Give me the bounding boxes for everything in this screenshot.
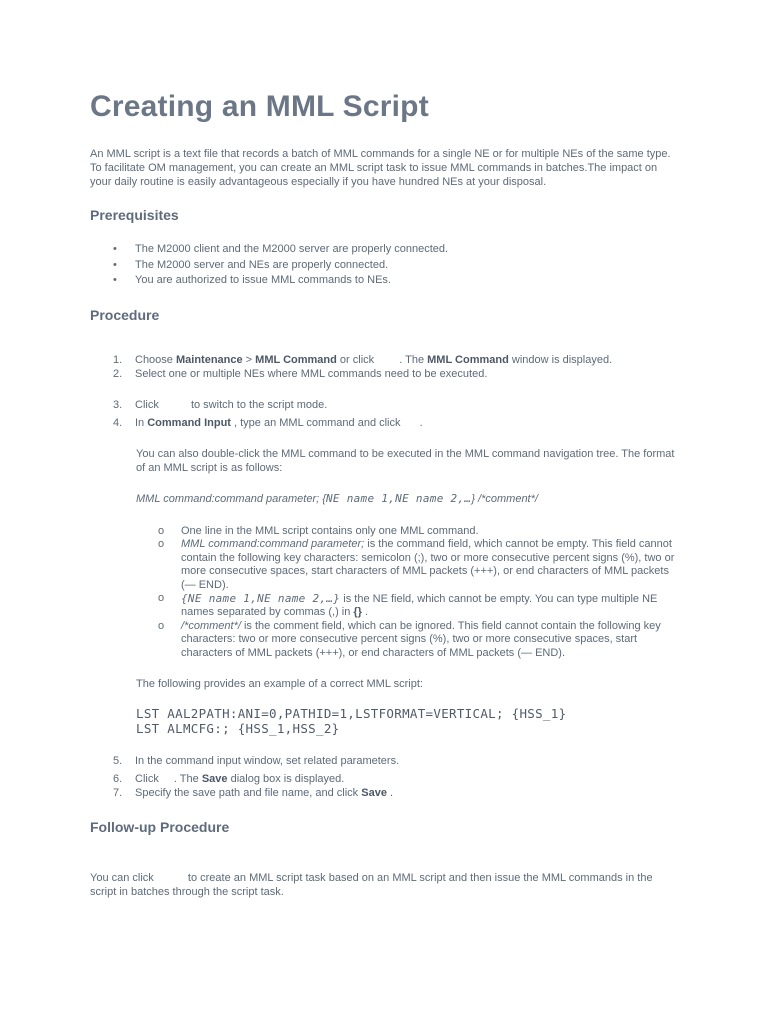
page-title: Creating an MML Script [90,90,429,123]
code-line: LST AAL2PATH:ANI=0,PATHID=1,LSTFORMAT=VERTICAL; {HSS_1} [136,706,567,721]
list-item: o One line in the MML script contains only one MML command. [158,525,479,537]
format-rules-list [158,525,678,660]
procedure-steps-1-2 [113,353,683,381]
step-6: 6. Click . The Save dialog box is displayed. [113,773,345,785]
list-item: o /*comment*/ is the comment field, which can be ignored. This field cannot contain the following key characters: two or more consecutive percent signs (%), two or more consecutive spaces, start characters of MML packets (+++), or end characters of MML packets (— END). [158,619,661,659]
procedure-heading: Procedure [90,307,160,323]
intro-paragraph: An MML script is a text file that records a batch of MML commands for a single NE or for multiple NEs of the same type. To facilitate OM management, you can create an MML script task to issue MML commands in batches.The impact on your daily routine is easily advantageous especially if you have hundred NEs at your disposal. [90,148,671,188]
procedure-steps-5-7 [113,754,683,800]
step-2: 2. Select one or multiple NEs where MML commands need to be executed. [113,368,488,380]
step-4: 4. In Command Input , type an MML command and click . [113,417,423,429]
list-item: • The M2000 client and the M2000 server are properly connected. [113,242,673,258]
example-note: The following provides an example of a correct MML script: [136,678,423,690]
procedure-steps-3-4 [113,398,683,430]
bullet-marker: • [113,274,117,286]
prerequisites-heading: Prerequisites [90,207,179,223]
list-item: o {NE name 1,NE name 2,…} is the NE field, which cannot be empty. You can type multiple NE names separated by commas (,) in {} . [158,592,658,619]
example-script [136,707,566,736]
bullet-marker: • [113,243,117,255]
script-format: MML command:command parameter; {NE name 1,NE name 2,…} /*comment*/ [136,492,538,505]
list-item: o MML command:command parameter; is the command field, which cannot be empty. This field cannot contain the following key characters: semicolon (;), two or more consecutive percent signs (%), two or more consecutive spaces, start characters of MML packets (+++), or end characters of MML packets (— END). [158,538,675,591]
list-item: • You are authorized to issue MML commands to NEs. [113,273,673,289]
step-1: 1. Choose Maintenance > MML Command or click . The MML Command window is displayed. [113,354,613,366]
step-7: 7. Specify the save path and file name, and click Save . [113,787,394,799]
prerequisites-list [113,242,673,289]
list-item: • The M2000 server and NEs are properly connected. [113,258,673,274]
format-note: You can also double-click the MML command to be executed in the MML command navigation tree. The format of an MML script is as follows: [136,448,675,474]
step-3: 3. Click to switch to the script mode. [113,399,328,411]
followup-paragraph: You can click to create an MML script task based on an MML script and then issue the MML commands in the script in batches through the script task. [90,872,653,898]
code-line: LST ALMCFG:; {HSS_1,HSS_2} [136,720,340,736]
step-5: 5. In the command input window, set related parameters. [113,755,400,767]
followup-heading: Follow-up Procedure [90,819,230,835]
bullet-marker: • [113,258,117,271]
